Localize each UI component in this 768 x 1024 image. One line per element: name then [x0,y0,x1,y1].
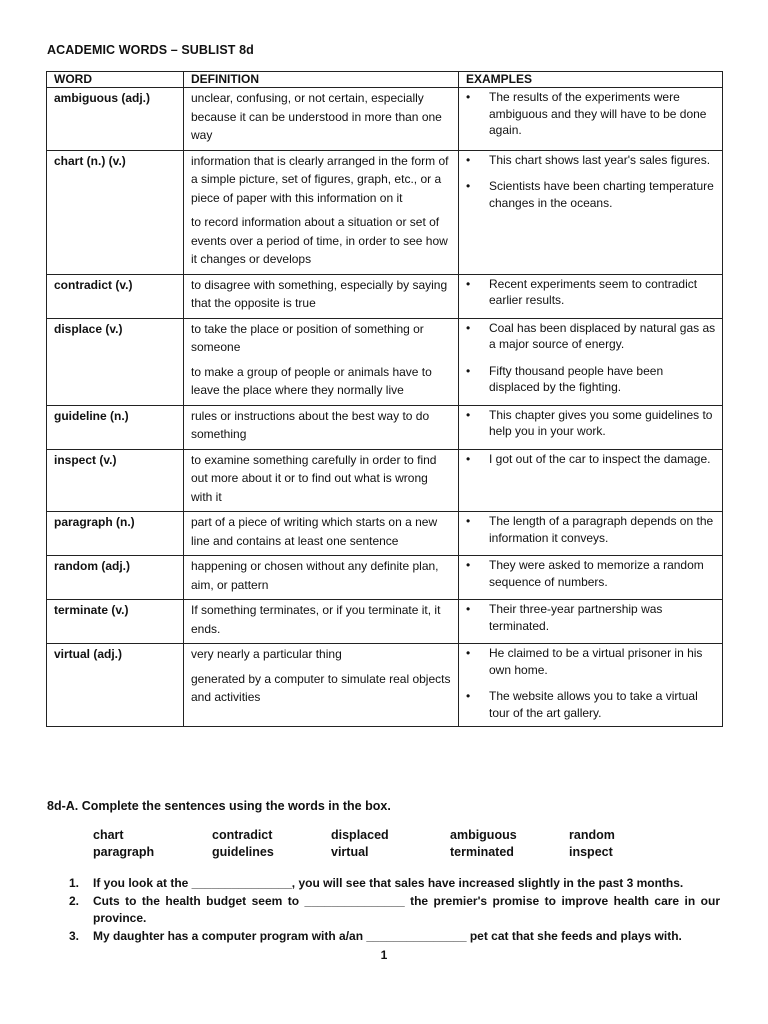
document-title: ACADEMIC WORDS – SUBLIST 8d [47,43,254,57]
examples-cell [459,449,723,512]
definition-cell [184,150,459,274]
word-cell: contradict (v.) [47,274,184,318]
definition-text: rules or instructions about the best way to do something [191,408,430,441]
definition-text: If something terminates, or if you terminate it, it ends. [191,603,441,636]
example-list [466,89,716,139]
examples-cell [459,150,723,274]
word-cell: paragraph (n.) [47,512,184,556]
table-row [47,274,723,318]
example-list [466,451,716,468]
word-box-item: random [569,828,615,842]
exercise-title: 8d-A. Complete the sentences using the words in the box. [47,799,391,813]
definition-text: to take the place or position of something or someone [191,321,424,354]
definition-text: to disagree with something, especially by saying that the opposite is true [191,277,448,310]
definition-text: to make a group of people or animals have to leave the place where they normally live [191,364,432,397]
example-list [466,557,716,590]
example-item: • The length of a paragraph depends on the information it conveys. [466,513,716,546]
example-item: • Coal has been displaced by natural gas as a major source of energy. [466,320,716,353]
definition-text: generated by a computer to simulate real objects and activities [191,671,451,704]
exercise-sentence [47,893,720,928]
definition-cell [184,405,459,449]
table-row [47,600,723,644]
table-row [47,449,723,512]
vocabulary-table [46,71,723,727]
definition-cell [184,88,459,151]
exercise-sentence [47,875,720,893]
word-cell: guideline (n.) [47,405,184,449]
word-box-item: displaced [331,828,389,842]
examples-cell [459,274,723,318]
sentence-number: 2. [69,893,80,908]
example-item: • This chart shows last year's sales figures. [466,152,716,169]
example-list [466,513,716,546]
example-item: • Scientists have been charting temperature changes in the oceans. [466,178,716,211]
word-box-item: ambiguous [450,828,517,842]
sentence-text: If you look at the _______________, you will see that sales have increased slightly in the past 3 months. [93,876,684,890]
table-row [47,644,723,727]
table-row [47,512,723,556]
example-list [466,320,716,396]
word-cell: terminate (v.) [47,600,184,644]
example-item: • The results of the experiments were ambiguous and they will have to be done again. [466,89,716,139]
examples-cell [459,405,723,449]
definition-cell [184,556,459,600]
example-item: • He claimed to be a virtual prisoner in his own home. [466,645,716,678]
word-cell: chart (n.) (v.) [47,150,184,274]
word-box-item: guidelines [212,845,274,859]
examples-cell [459,88,723,151]
table-row [47,556,723,600]
table-header-row [47,72,723,88]
sentence-number: 1. [69,876,80,890]
example-item: • I got out of the car to inspect the damage. [466,451,716,468]
definition-text: to examine something carefully in order to find out more about it or to find out what is wrong with it [191,452,437,504]
word-box-item: chart [93,828,124,842]
example-list [466,645,716,721]
page-number: 1 [380,948,388,962]
sentence-number: 3. [69,928,80,943]
definition-text: very nearly a particular thing [191,647,342,661]
header-word: WORD [47,72,184,88]
definition-text: unclear, confusing, or not certain, especially because it can be understood in more than one way [191,91,442,142]
table-row [47,88,723,151]
example-item: • Their three-year partnership was terminated. [466,601,716,634]
definition-text: to record information about a situation or set of events over a period of time, in order to see how it changes or develops [191,215,448,266]
definition-cell [184,512,459,556]
sentence-list [47,875,720,945]
example-item: • Fifty thousand people have been displaced by the fighting. [466,363,716,396]
table-row [47,150,723,274]
table-row [47,318,723,405]
example-item: • The website allows you to take a virtual tour of the art gallery. [466,688,716,721]
word-cell: virtual (adj.) [47,644,184,727]
examples-cell [459,512,723,556]
definition-text: happening or chosen without any definite plan, aim, or pattern [191,559,439,592]
word-cell: inspect (v.) [47,449,184,512]
examples-cell [459,556,723,600]
example-list [466,152,716,212]
definition-cell [184,274,459,318]
word-box-item: contradict [212,828,273,842]
word-box-item: paragraph [93,845,155,859]
table-body [47,88,723,727]
word-cell: displace (v.) [47,318,184,405]
definition-text: part of a piece of writing which starts on a new line and contains at least one sentence [191,515,438,548]
definition-cell [184,644,459,727]
examples-cell [459,644,723,727]
word-box-item: virtual [331,845,369,859]
word-cell: random (adj.) [47,556,184,600]
definition-text: information that is clearly arranged in the form of a simple picture, set of figures, graph, etc., or a piece of paper with this information on it [191,153,449,205]
examples-cell [459,318,723,405]
example-item: • Recent experiments seem to contradict earlier results. [466,276,716,309]
example-item: • They were asked to memorize a random sequence of numbers. [466,557,716,590]
table-row [47,405,723,449]
sentence-text: Cuts to the health budget seem to _______________ the premier's promise to improve health care in our province. [93,893,720,925]
word-box [93,827,653,860]
sentence-text: My daughter has a computer program with a/an _______________ pet cat that she feeds and plays with. [93,928,682,943]
example-list [466,407,716,440]
definition-cell [184,318,459,405]
example-list [466,276,716,309]
word-box-item: inspect [569,845,613,859]
exercise-sentence [47,928,720,946]
word-cell: ambiguous (adj.) [47,88,184,151]
example-list [466,601,716,634]
word-box-item: terminated [450,845,514,859]
example-item: • This chapter gives you some guidelines to help you in your work. [466,407,716,440]
definition-cell [184,600,459,644]
definition-cell [184,449,459,512]
header-definition: DEFINITION [184,72,459,88]
examples-cell [459,600,723,644]
header-examples: EXAMPLES [459,72,723,88]
